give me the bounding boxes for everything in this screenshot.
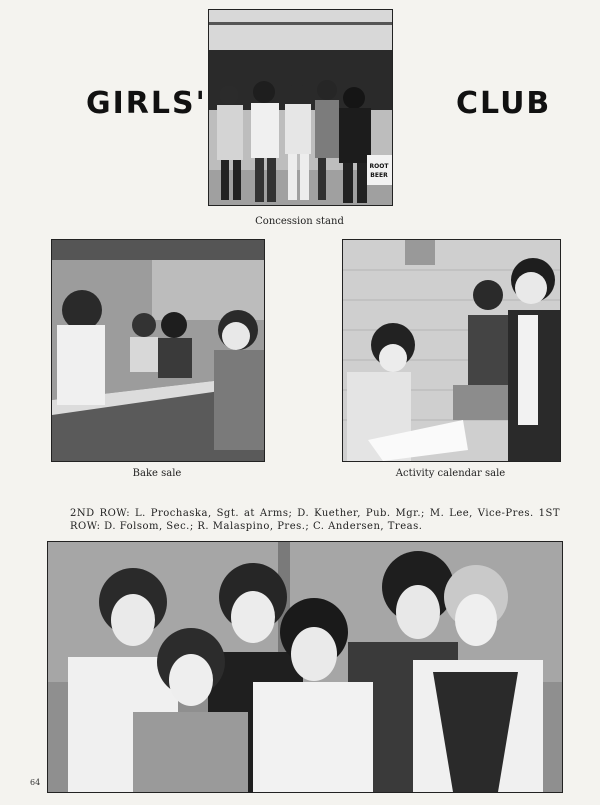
- caption-bake-sale: Bake sale: [132, 468, 182, 479]
- concession-stand-photo: [208, 9, 393, 206]
- root-beer-sign-line1: ROOT: [369, 163, 389, 170]
- group-photo: [47, 541, 563, 793]
- bake-sale-photo: [51, 239, 265, 462]
- heading-girls: GIRLS': [86, 86, 207, 121]
- activity-calendar-sale-photo: [342, 239, 561, 462]
- caption-activity-calendar-sale: Activity calendar sale: [395, 468, 506, 479]
- root-beer-sign-line2: BEER: [370, 172, 388, 179]
- heading-club: CLUB: [456, 86, 552, 121]
- page-number: 64: [30, 778, 41, 787]
- officers-caption: 2ND ROW: L. Prochaska, Sgt. at Arms; D. Kuether, Pub. Mgr.; M. Lee, Vice-Pres. 1ST ROW: D. Folsom, Sec.; R. Malaspino, Pres.; C. Andersen, Treas.: [70, 508, 560, 532]
- caption-concession-stand: Concession stand: [255, 216, 344, 227]
